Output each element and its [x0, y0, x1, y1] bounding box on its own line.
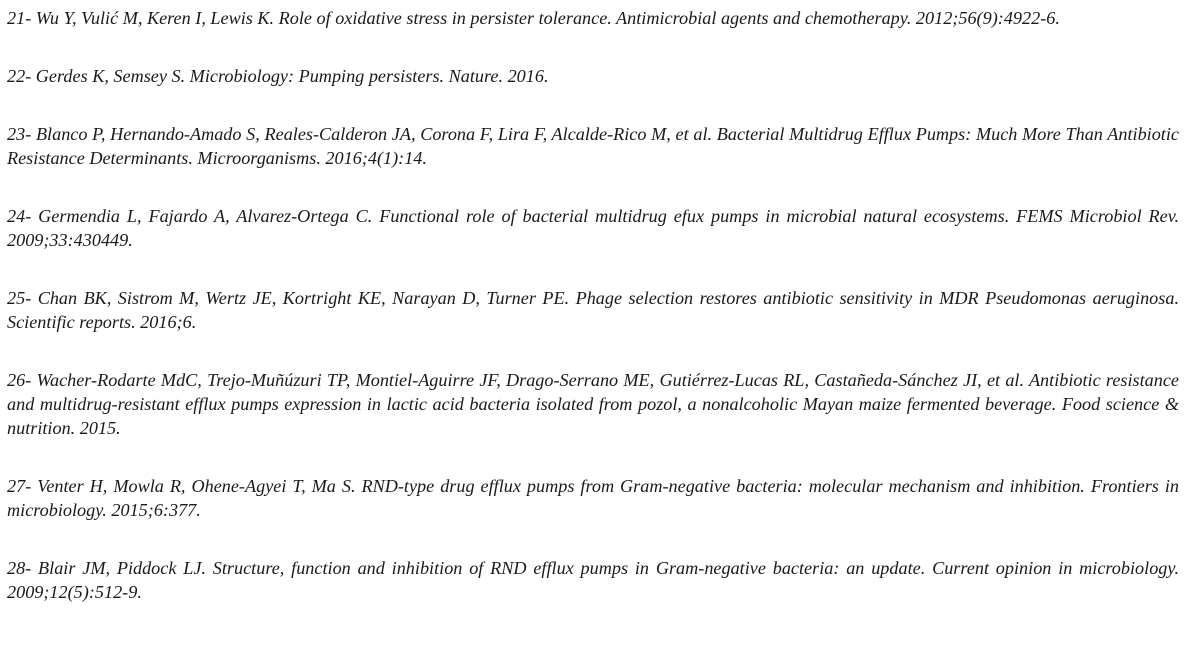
reference-23: 23- Blanco P, Hernando-Amado S, Reales-Calderon JA, Corona F, Lira F, Alcalde-Rico M, et al. Bacterial Multidrug Efflux Pumps: Much More Than Antibiotic Resistance Determinants. Microorganisms. 2016;4(1):14.	[7, 124, 1179, 168]
reference-26: 26- Wacher-Rodarte MdC, Trejo-Muñúzuri TP, Montiel-Aguirre JF, Drago-Serrano ME, Gutiérrez-Lucas RL, Castañeda-Sánchez JI, et al. Antibiotic resistance and multidrug-resistant efflux pumps expression in lactic acid bacteria isolated from pozol, a nonalcoholic Mayan maize fermented beverage. Food science & nutrition. 2015.	[7, 370, 1179, 438]
reference-22: 22- Gerdes K, Semsey S. Microbiology: Pumping persisters. Nature. 2016.	[7, 66, 549, 86]
reference-27: 27- Venter H, Mowla R, Ohene-Agyei T, Ma S. RND-type drug efflux pumps from Gram-negative bacteria: molecular mechanism and inhibition. Frontiers in microbiology. 2015;6:377.	[7, 476, 1179, 520]
reference-24: 24- Germendia L, Fajardo A, Alvarez-Ortega C. Functional role of bacterial multidrug efux pumps in microbial natural ecosystems. FEMS Microbiol Rev. 2009;33:430449.	[7, 206, 1179, 250]
reference-28: 28- Blair JM, Piddock LJ. Structure, function and inhibition of RND efflux pumps in Gram-negative bacteria: an update. Current opinion in microbiology. 2009;12(5):512-9.	[7, 558, 1179, 602]
reference-21: 21- Wu Y, Vulić M, Keren I, Lewis K. Role of oxidative stress in persister tolerance. Antimicrobial agents and chemotherapy. 2012;56(9):4922-6.	[7, 8, 1060, 28]
reference-list	[7, 6, 1179, 604]
reference-25: 25- Chan BK, Sistrom M, Wertz JE, Kortright KE, Narayan D, Turner PE. Phage selection restores antibiotic sensitivity in MDR Pseudomonas aeruginosa. Scientific reports. 2016;6.	[7, 288, 1179, 332]
